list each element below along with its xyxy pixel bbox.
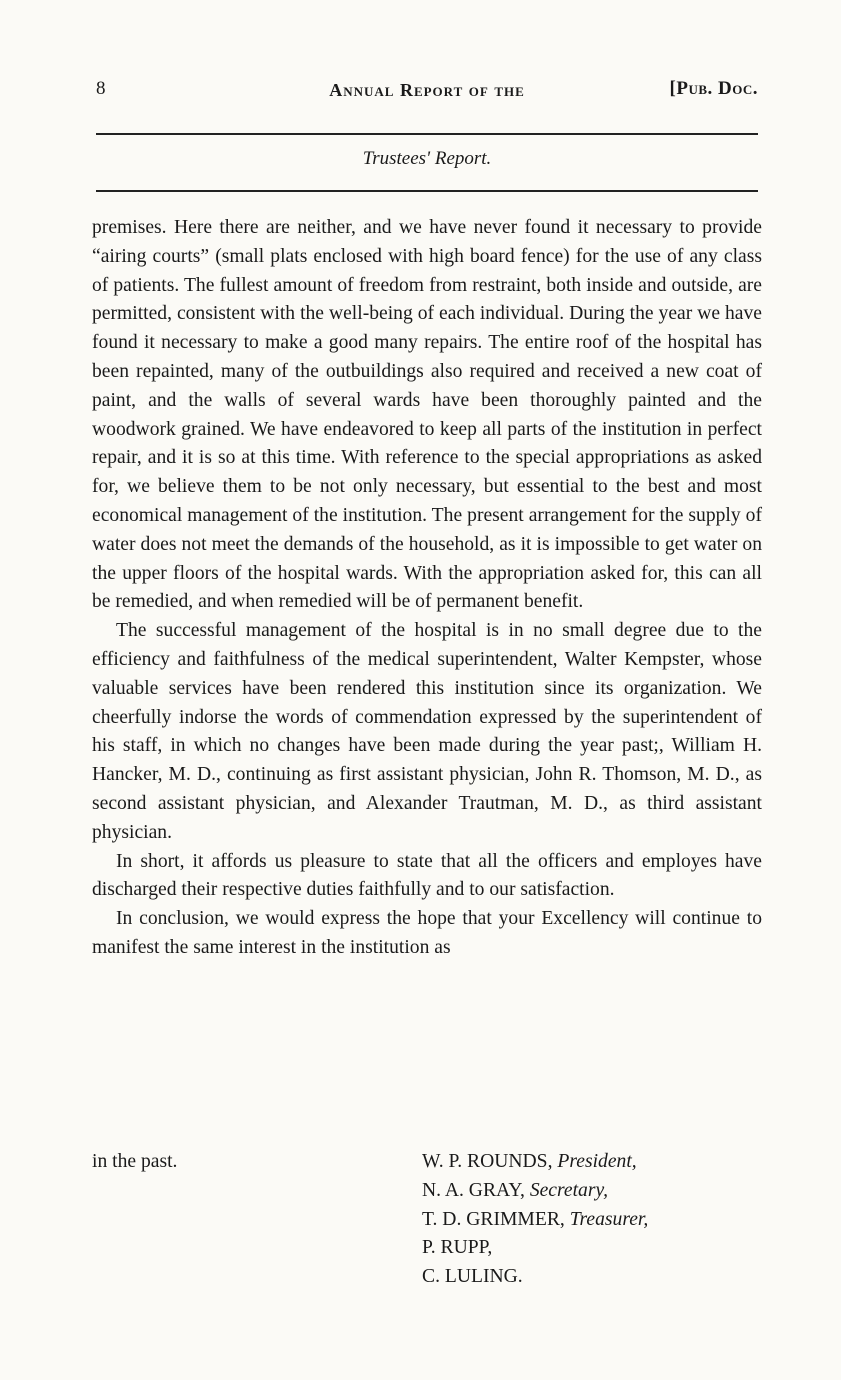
- page-header: [96, 78, 758, 108]
- signature-line: [92, 1234, 762, 1263]
- report-body: [92, 214, 762, 963]
- paragraph: premises. Here there are neither, and we have never found it necessary to provide “airing courts” (small plats enclosed with high board fence) for the use of any class of patients. The fullest amount of freedom from restraint, both inside and outside, are permitted, consistent with the well-being of each individual. During the year we have found it necessary to make a good many repairs. The entire roof of the hospital has been repainted, many of the outbuildings also required and received a new coat of paint, and the walls of several wards have been thoroughly painted and the woodwork grained. We have endeavored to keep all parts of the institution in perfect repair, and it is so at this time. With reference to the special appropriations as asked for, we believe them to be not only necessary, but essential to the best and most economical management of the institution. The present arrangement for the supply of water does not meet the demands of the household, as it is impossible to get water on the upper floors of the hospital wards. With the appropriation asked for, this can all be remedied, and when remedied will be of permanent benefit.: [92, 217, 762, 613]
- page-number: 8: [96, 78, 106, 99]
- section-title: Trustees' Report.: [362, 148, 492, 169]
- signature-line: [92, 1177, 762, 1206]
- document-reference: [Pub. Doc.: [669, 78, 758, 99]
- signatory-name: C. LULING.: [422, 1266, 523, 1288]
- signatory-name: W. P. ROUNDS,: [422, 1151, 553, 1172]
- signatory-role: President,: [557, 1151, 637, 1172]
- running-title: Annual Report of the: [329, 80, 525, 100]
- signature-line: [92, 1148, 762, 1177]
- signatory-name: T. D. GRIMMER,: [422, 1208, 565, 1230]
- paragraph: In conclusion, we would express the hope that your Excellency will continue to manifest the same interest in the institution as: [92, 908, 762, 958]
- signature-line: [92, 1206, 762, 1235]
- paragraph: The successful management of the hospital is in no small degree due to the efficiency and faithfulness of the medical superintendent, Walter Kempster, whose valuable services have been rendered this institution since its organization. We cheerfully indorse the words of commendation expressed by the superintendent of his staff, in which no changes have been made during the year past;, William H. Hancker, M. D., continuing as first assistant physician, John R. Thomson, M. D., as second assistant physician, and Alexander Trautman, M. D., as third assistant physician.: [92, 620, 762, 843]
- header-rule-top: [96, 133, 758, 135]
- paragraph: In short, it affords us pleasure to state that all the officers and employes have discharged their respective duties faithfully and to our satisfaction.: [92, 850, 762, 901]
- signatory-name: N. A. GRAY,: [422, 1179, 525, 1201]
- header-rule-bottom: [96, 190, 758, 192]
- signature-line: [92, 1263, 762, 1292]
- signatory-role: Secretary,: [529, 1179, 608, 1201]
- closing-fragment: in the past.: [92, 1151, 178, 1172]
- signature-block: [92, 1148, 762, 1292]
- signatory-role: Treasurer,: [569, 1208, 649, 1230]
- signatory-name: P. RUPP,: [422, 1237, 493, 1259]
